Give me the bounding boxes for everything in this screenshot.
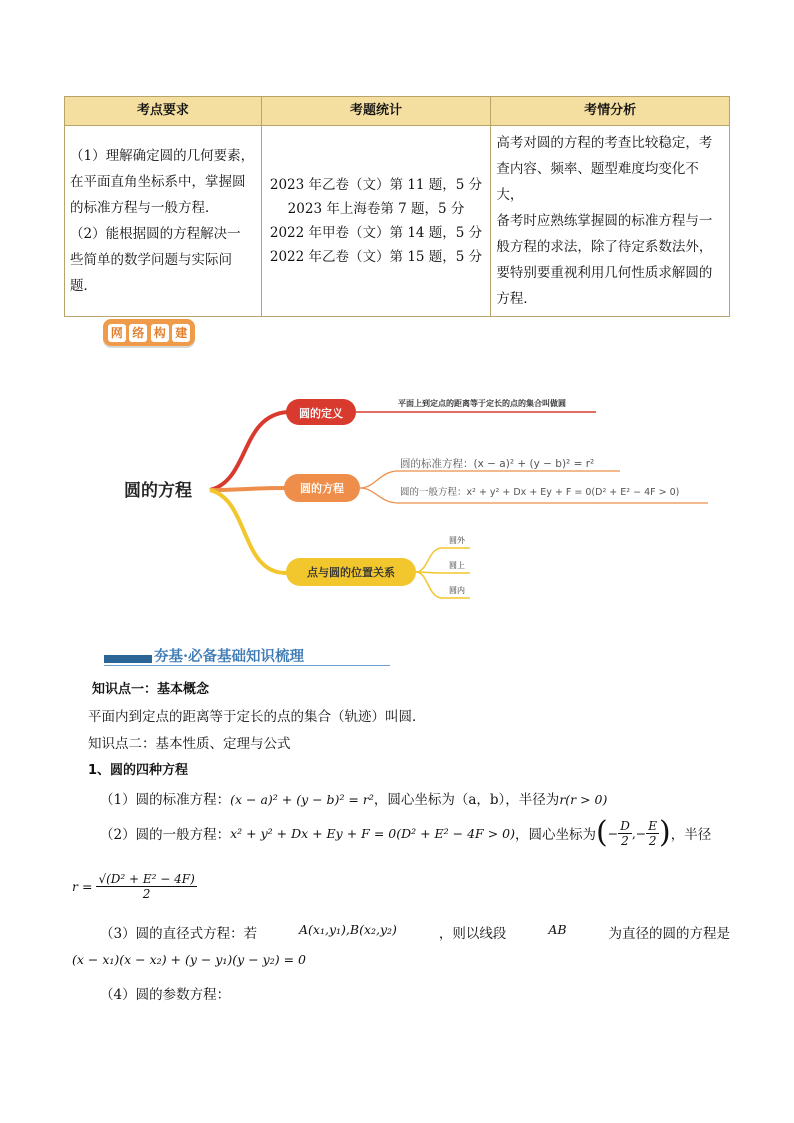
leaf-line-standard: [360, 471, 620, 488]
analysis-line: 方程．: [496, 291, 537, 307]
badge-char: 网: [108, 324, 126, 342]
eq2-math: x² + y² + Dx + Ey + F = 0(D² + E² − 4F > 0): [230, 825, 515, 841]
req-line: 在平面直角坐标系中，掌握圆: [70, 174, 246, 190]
eq3-points: A(x₁,y₁),B(x₂,y₂): [299, 922, 397, 937]
eq3-suffix: 为直径的圆的方程是: [608, 926, 730, 942]
analysis-line: 查内容、频率、题型难度均变化不大，: [496, 161, 699, 203]
req-line: 些简单的数学问题与实际问: [70, 252, 232, 268]
analysis-cell: [491, 126, 730, 317]
analysis-line: 备考时应熟练掌握圆的标准方程与一: [496, 213, 713, 229]
eq1-prefix: （1）圆的标准方程：: [100, 792, 231, 808]
section-underline: [104, 665, 390, 666]
branch-label-position: 点与圆的位置关系: [307, 566, 395, 579]
branch-line-definition: [210, 412, 288, 490]
subsection-1-title: 1、圆的四种方程: [88, 763, 189, 778]
analysis-line: 般方程的求法，除了待定系数法外，: [496, 239, 713, 255]
leaf-standard-equation: 圆的标准方程：(x − a)² + (y − b)² = r²: [400, 458, 595, 470]
fraction-numerator: D: [620, 818, 630, 833]
eq3-prefix: （3）圆的直径式方程：若: [100, 926, 258, 942]
minus-sign: −: [607, 825, 619, 841]
stat-line: 2022 年乙卷（文）第 15 题，5 分: [269, 249, 483, 265]
diameter-equation-line: [100, 922, 730, 942]
radius-denominator: 2: [142, 887, 151, 901]
branch-label-equation: 圆的方程: [300, 482, 344, 495]
leaf-on: 圆上: [449, 561, 465, 570]
knowledge-point-1-text: 平面内到定点的距离等于定长的点的集合（轨迹）叫圆．: [88, 709, 426, 725]
fraction-denominator: 2: [621, 833, 629, 848]
header-analysis: 考情分析: [491, 97, 730, 126]
knowledge-point-2-title: 知识点二：基本性质、定理与公式: [88, 736, 291, 752]
center-y-fraction: [646, 819, 659, 848]
eq2-suffix: ，半径: [670, 827, 712, 843]
statistics-cell: [261, 126, 491, 317]
eq1-radius: r(r > 0): [559, 792, 608, 807]
parametric-equation-title: （4）圆的参数方程：: [100, 987, 231, 1003]
header-statistics: 考题统计: [261, 97, 491, 126]
diameter-equation-math: (x − x₁)(x − x₂) + (y − y₁)(y − y₂) = 0: [72, 952, 306, 967]
general-equation-line: [100, 815, 712, 850]
leaf-line-on: [416, 572, 470, 573]
leaf-inside: 圆内: [449, 586, 465, 595]
branch-line-equation: [210, 488, 286, 490]
mindmap: [0, 370, 794, 610]
right-paren: ): [659, 815, 671, 850]
fraction-numerator: E: [648, 818, 658, 833]
table-row: [65, 126, 730, 317]
table-header-row: [65, 97, 730, 126]
eq1-math: (x − a)² + (y − b)² = r²: [230, 792, 374, 807]
analysis-line: 高考对圆的方程的考查比较稳定，考: [496, 135, 713, 151]
stat-line: 2023 年乙卷（文）第 11 题，5 分: [269, 177, 483, 193]
eq3-segment: AB: [548, 922, 567, 937]
knowledge-point-1-title: 知识点一：基本概念: [92, 682, 210, 697]
standard-equation-line: [100, 788, 607, 808]
badge-char: 络: [129, 324, 147, 342]
stat-line: 2022 年甲卷（文）第 14 题，5 分: [269, 225, 483, 241]
mindmap-root: 圆的方程: [124, 481, 192, 501]
badge-char: 构: [151, 324, 169, 342]
eq2-prefix: （2）圆的一般方程：: [100, 827, 231, 843]
radius-fraction: [96, 872, 196, 901]
section-header: [104, 644, 304, 666]
left-paren: (: [595, 815, 608, 850]
header-requirements: 考点要求: [65, 97, 262, 126]
req-line: 的标准方程与一般方程．: [70, 200, 219, 216]
branch-line-position: [210, 490, 288, 573]
radius-numerator: √(D² + E² − 4F): [98, 872, 195, 886]
stat-line: 2023 年上海卷第 7 题，5 分: [287, 201, 465, 217]
req-line: （2）能根据圆的方程解决一: [70, 226, 241, 242]
section-title: 夯基·必备基础知识梳理: [154, 647, 305, 665]
req-line: 题．: [70, 278, 97, 294]
center-x-fraction: [618, 819, 632, 848]
radius-label: r =: [72, 879, 93, 894]
eq2-mid: ，圆心坐标为: [514, 827, 596, 843]
analysis-line: 要特别要重视利用几何性质求解圆的: [496, 265, 713, 281]
requirements-cell: [65, 126, 262, 317]
section-bar: [104, 655, 152, 663]
exam-requirements-table: [64, 96, 730, 317]
fraction-denominator: 2: [648, 833, 657, 848]
radius-formula: [72, 872, 197, 901]
badge-char: 建: [172, 324, 190, 342]
comma-minus: ,−: [631, 825, 647, 841]
leaf-general-equation: 圆的一般方程：x² + y² + Dx + Ey + F = 0(D² + E² − 4F > 0): [400, 487, 680, 498]
eq1-suffix: ，圆心坐标为（a，b），半径为: [373, 792, 560, 808]
eq3-mid: ，则以线段: [438, 926, 507, 942]
leaf-definition: 平面上到定点的距离等于定长的点的集合叫做圆: [398, 399, 566, 408]
leaf-outside: 圆外: [449, 536, 465, 545]
req-line: （1）理解确定圆的几何要素，: [70, 148, 255, 164]
network-building-badge: [103, 319, 195, 346]
branch-label-definition: 圆的定义: [299, 407, 343, 420]
